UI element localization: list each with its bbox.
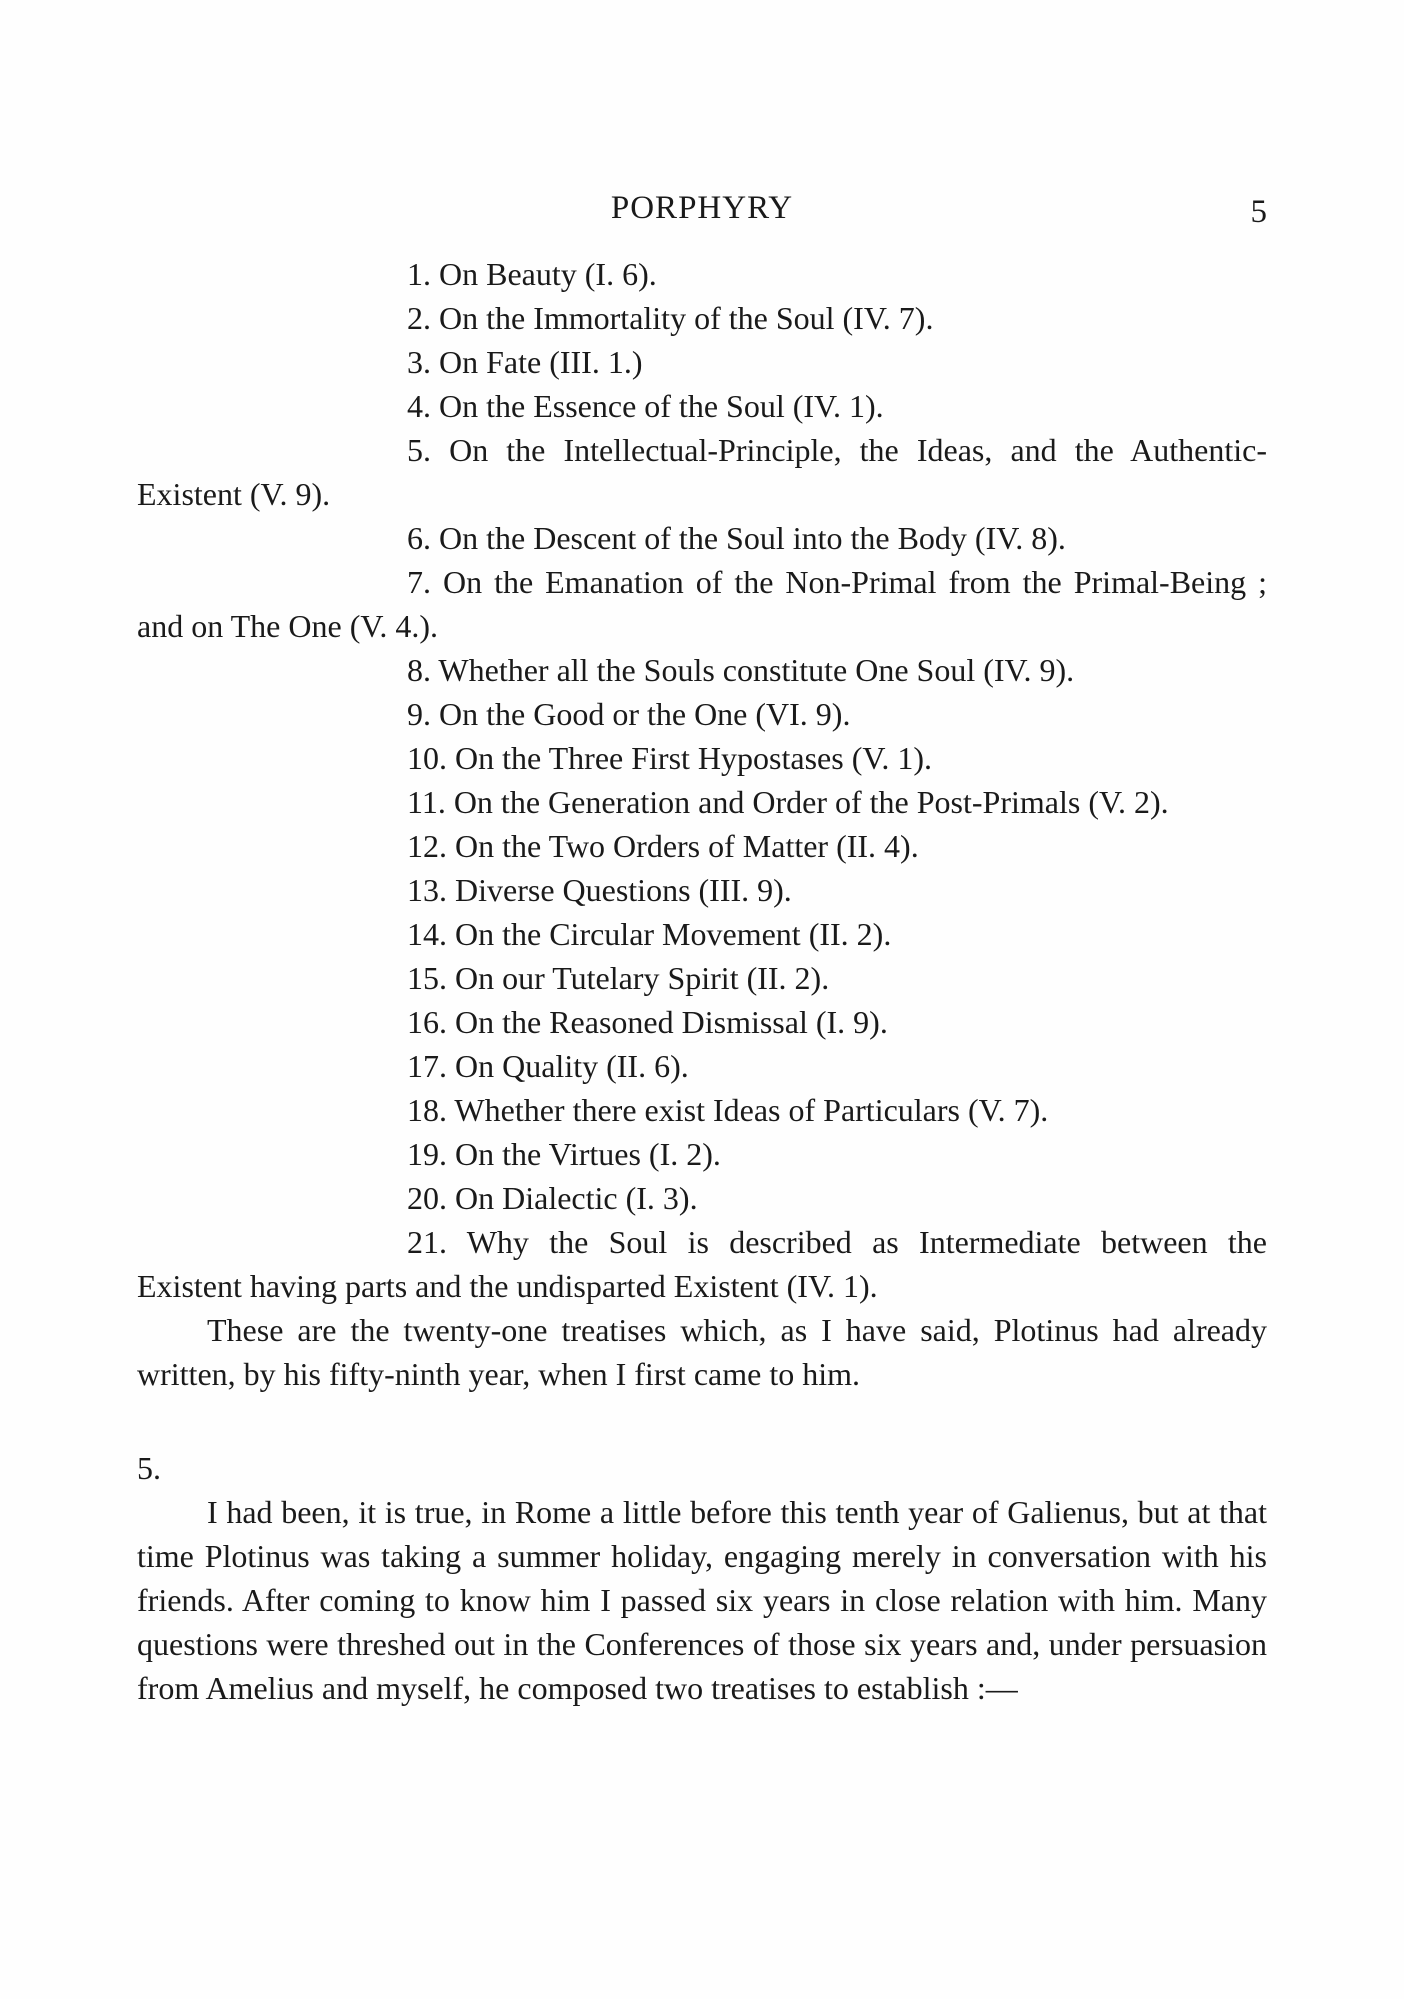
treatise-number: 12.: [407, 828, 447, 864]
running-head: [137, 186, 1267, 230]
treatise-title: On the Descent of the Soul into the Body (IV. 8).: [439, 520, 1066, 556]
treatise-number: 6.: [407, 520, 431, 556]
treatise-title: On the Three First Hypostases (V. 1).: [455, 740, 932, 776]
treatise-number: 8.: [407, 652, 431, 688]
treatise-title: On our Tutelary Spirit (II. 2).: [455, 960, 830, 996]
treatise-entry: [137, 692, 1267, 736]
treatise-title: On the Virtues (I. 2).: [455, 1136, 721, 1172]
treatise-entry: [137, 1088, 1267, 1132]
section-paragraph: I had been, it is true, in Rome a little before this tenth year of Galienus, but at that time Plotinus was taking a summer holiday, engaging merely in conversation with his friends. After coming to know him I passed six years in close relation with him. Many questions were threshed out in the Conferences of those six years and, under persuasion from Amelius and myself, he composed two treatises to establish :—: [137, 1494, 1267, 1706]
treatise-number: 16.: [407, 1004, 447, 1040]
treatise-title: On the Immortality of the Soul (IV. 7).: [439, 300, 934, 336]
treatise-number: 18.: [407, 1092, 447, 1128]
treatise-number: 21.: [407, 1224, 447, 1260]
treatise-entry: [137, 868, 1267, 912]
treatise-title: On Quality (II. 6).: [455, 1048, 689, 1084]
treatise-entry: [137, 648, 1267, 692]
treatise-entry: [137, 1220, 1267, 1308]
treatise-number: 13.: [407, 872, 447, 908]
closing-paragraph: These are the twenty-one treatises which, as I have said, Plotinus had already written, by his fifty-ninth year, when I first came to him.: [137, 1312, 1267, 1392]
text-block: [137, 252, 1267, 1710]
treatise-entry: [137, 1176, 1267, 1220]
treatise-title: Why the Soul is described as Intermediate between the Existent having parts and the undisparted Existent (IV. 1).: [137, 1224, 1268, 1304]
treatise-entry: [137, 780, 1267, 824]
treatise-entry: [137, 1132, 1267, 1176]
treatise-entry: [137, 824, 1267, 868]
treatise-title: On the Emanation of the Non-Primal from the Primal-Being ; and on The One (V. 4.).: [137, 564, 1268, 644]
treatise-number: 7.: [407, 564, 431, 600]
treatise-title: On Dialectic (I. 3).: [455, 1180, 698, 1216]
treatise-title: On Fate (III. 1.): [439, 344, 643, 380]
treatise-number: 5.: [407, 432, 431, 468]
treatise-entry: [137, 912, 1267, 956]
treatise-entry: [137, 428, 1267, 516]
treatise-number: 3.: [407, 344, 431, 380]
treatise-number: 9.: [407, 696, 431, 732]
treatise-number: 10.: [407, 740, 447, 776]
treatise-title: On Beauty (I. 6).: [439, 256, 657, 292]
treatise-entry: [137, 296, 1267, 340]
treatise-list: [137, 252, 1267, 1308]
treatise-entry: [137, 1044, 1267, 1088]
treatise-number: 20.: [407, 1180, 447, 1216]
page-number: 5: [1250, 194, 1267, 230]
treatise-number: 17.: [407, 1048, 447, 1084]
treatise-entry: [137, 384, 1267, 428]
treatise-entry: [137, 560, 1267, 648]
treatise-number: 1.: [407, 256, 431, 292]
treatise-number: 4.: [407, 388, 431, 424]
treatise-number: 11.: [407, 784, 446, 820]
treatise-title: Diverse Questions (III. 9).: [455, 872, 792, 908]
treatise-entry: [137, 252, 1267, 296]
treatise-title: On the Circular Movement (II. 2).: [455, 916, 892, 952]
treatise-number: 19.: [407, 1136, 447, 1172]
treatise-entry: [137, 340, 1267, 384]
treatise-title: On the Good or the One (VI. 9).: [439, 696, 851, 732]
treatise-title: On the Reasoned Dismissal (I. 9).: [455, 1004, 888, 1040]
treatise-title: Whether there exist Ideas of Particulars (V. 7).: [454, 1092, 1049, 1128]
treatise-title: On the Two Orders of Matter (II. 4).: [455, 828, 919, 864]
treatise-number: 14.: [407, 916, 447, 952]
treatise-title: On the Essence of the Soul (IV. 1).: [439, 388, 884, 424]
treatise-number: 2.: [407, 300, 431, 336]
treatise-entry: [137, 1000, 1267, 1044]
section-number: 5.: [137, 1450, 161, 1486]
treatise-entry: [137, 516, 1267, 560]
running-title: PORPHYRY: [610, 190, 794, 226]
treatise-title: Whether all the Souls constitute One Soul (IV. 9).: [438, 652, 1075, 688]
treatise-number: 15.: [407, 960, 447, 996]
treatise-title: On the Generation and Order of the Post-Primals (V. 2).: [453, 784, 1169, 820]
treatise-entry: [137, 956, 1267, 1000]
treatise-title: On the Intellectual-Principle, the Ideas, and the Authentic-Existent (V. 9).: [137, 432, 1268, 512]
treatise-entry: [137, 736, 1267, 780]
